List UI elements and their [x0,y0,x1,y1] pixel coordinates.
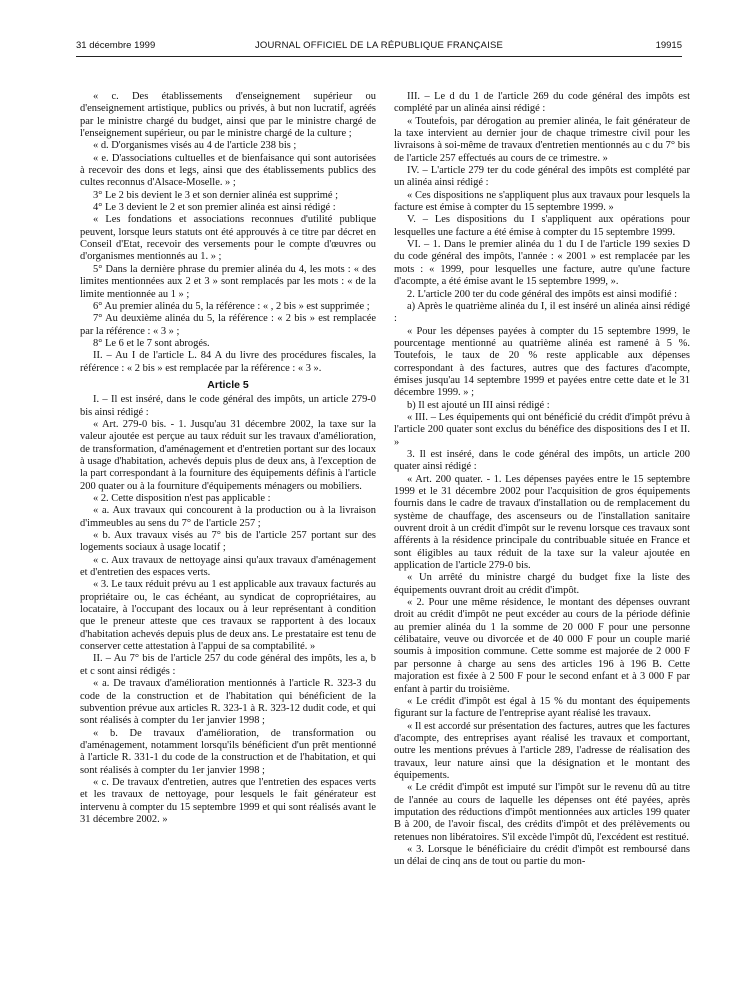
paragraph: 4° Le 3 devient le 2 et son premier alinéa est ainsi rédigé : [93,202,336,214]
paragraph: b) Il est ajouté un III ainsi rédigé : [407,399,550,411]
paragraph: VI. – 1. Dans le premier alinéa du 1 du I de l'article 199 sexies D du code général des impôts, l'année : « 2001 » est remplacée par les mots : « 1999, pour lesquelles une facture, autre qu'une facture d'acompte, a été émise avant le 15 septembre 1999, ». [394,239,690,288]
header-page-number: 19915 [655,40,682,51]
paragraph: « c. De travaux d'entretien, autres que l'entretien des espaces verts et les travaux de nettoyage, pour lesquels le fait générateur est intervenu à compter du 15 septembre 1999 et qui sont réalisés avant le 31 décembre 2002. » [80,776,376,825]
paragraph: 6° Au premier alinéa du 5, la référence : « , 2 bis » est supprimée ; [93,300,370,312]
paragraph: V. – Les dispositions du I s'appliquent aux opérations pour lesquelles une facture a été émise à compter du 15 septembre 1999. [394,214,690,238]
paragraph: a) Après le quatrième alinéa du I, il est inséré un alinéa ainsi rédigé : [394,300,690,325]
paragraph: « a. De travaux d'amélioration mentionnés à l'article R. 323-3 du code de la construction et de l'habitation qui bénéficient de la subvention prévue aux articles R. 323-1 à R. 323-12 dudit code, et qui sont réalisés à compter du 1er janvier 1998 ; [80,678,376,727]
paragraph: 3. Il est inséré, dans le code général des impôts, un article 200 quater ainsi rédigé : [394,448,690,473]
paragraph: 5° Dans la dernière phrase du premier alinéa du 4, les mots : « des limites mentionnées aux 2 et 3 » sont remplacés par les mots : « de la limite mentionnée au 1 » ; [80,263,376,300]
paragraph: 2. L'article 200 ter du code général des impôts est ainsi modifié : [407,288,677,300]
article-heading: Article 5 [207,378,249,391]
header-journal-title: JOURNAL OFFICIEL DE LA RÉPUBLIQUE FRANÇAISE [254,40,504,51]
paragraph: « 3. Lorsque le bénéficiaire du crédit d'impôt est remboursé dans un délai de cinq ans de tout ou partie du mon- [394,843,690,868]
paragraph: I. – Il est inséré, dans le code général des impôts, un article 279-0 bis ainsi rédigé : [80,394,376,418]
paragraph: 3° Le 2 bis devient le 3 et son dernier alinéa est supprimé ; [93,189,339,201]
paragraph: « b. De travaux d'amélioration, de transformation ou d'aménagement, notamment lorsqu'ils bénéficient d'un prêt mentionné à l'article R. 331-1 du code de la construction et de l'habitation, et qui sont réalisés à compter du 1er janvier 1998 ; [80,727,376,776]
paragraph: « d. D'organismes visés au 4 de l'article 238 bis ; [93,140,297,152]
paragraph: « c. Aux travaux de nettoyage ainsi qu'aux travaux d'aménagement et d'entretien des espaces verts. [80,554,376,579]
paragraph: 7° Au deuxième alinéa du 5, la référence : « 2 bis » est remplacée par la référence : « 3 » ; [80,313,376,337]
paragraph: « c. Des établissements d'enseignement supérieur ou d'enseignement artistique, publics ou privés, à but non lucratif, agréés par le ministre chargé du budget, ainsi que par le ministre chargé de l'enseignement supérieur, ou par le ministre chargé de la culture ; [80,91,376,140]
paragraph: II. – Au I de l'article L. 84 A du livre des procédures fiscales, la référence : « 2 bis » est remplacée par la référence : « 3 ». [80,350,376,374]
paragraph: « Il est accordé sur présentation des factures, autres que les factures d'acompte, des entreprises ayant réalisé les travaux et comportant, outre les mentions prévues à l'article 289, l'adresse de réalisation des travaux, leur nature ainsi que la désignation et le montant des équipements. [394,720,690,781]
paragraph: « b. Aux travaux visés au 7° bis de l'article 257 portant sur des logements sociaux à usage locatif ; [80,530,376,554]
paragraph: « Le crédit d'impôt est imputé sur l'impôt sur le revenu dû au titre de l'année au cours de laquelle les dépenses ont été payées, après imputation des réductions d'impôt mentionnées aux articles 199 quater B à 200, de l'avoir fiscal, des crédits d'impôt et des prélèvements ou retenues non libératoires. S'il excède l'impôt dû, l'excédent est restitué. [394,782,690,843]
paragraph: « III. – Les équipements qui ont bénéficié du crédit d'impôt prévu à l'article 200 quater sont exclus du bénéfice des dispositions des I et II. » [394,411,690,448]
paragraph: « 2. Cette disposition n'est pas applicable : [93,493,271,504]
header-rule [76,56,682,57]
paragraph: « Un arrêté du ministre chargé du budget fixe la liste des équipements ouvrant droit au crédit d'impôt. [394,572,690,596]
paragraph: « 2. Pour une même résidence, le montant des dépenses ouvrant droit au crédit d'impôt ne peut excéder au cours de la période définie au premier alinéa du 1 la somme de 20 000 F pour une personne célibataire, veuve ou divorcée et de 40 000 F pour un couple marié soumis à imposition commune. Cette somme est majorée de 2 000 F par personne à charge au sens des articles 196 à 196 B. Cette majoration est fixée à 2 500 F pour le second enfant et à 3 000 F par enfant à partir du troisième. [394,597,690,695]
paragraph: IV. – L'article 279 ter du code général des impôts est complété par un alinéa ainsi rédigé : [394,165,690,189]
paragraph: « Art. 200 quater. - 1. Les dépenses payées entre le 15 septembre 1999 et le 31 décembre 2002 pour l'acquisition de gros équipements fournis dans le cadre de travaux d'installation ou de remplacement du système de chauffage, des ascenseurs ou de l'installation sanitaire ouvrent droit à un crédit d'impôt sur le revenu lorsque ces travaux sont afférents à la résidence principale du contribuable située en France et sont éligibles au taux réduit de la taxe sur la valeur ajoutée en application de l'article 279-0 bis. [394,473,690,572]
page-header [76,40,682,54]
paragraph: « Le crédit d'impôt est égal à 15 % du montant des équipements figurant sur la facture de l'entreprise ayant réalisé les travaux. [394,695,690,720]
header-date: 31 décembre 1999 [76,40,156,51]
paragraph: « 3. Le taux réduit prévu au 1 est applicable aux travaux facturés au propriétaire ou, le cas échéant, au syndicat de copropriétaires, au locataire, à l'occupant des locaux ou à leur représentant à condition que le preneur atteste que ces travaux se rapportent à des locaux d'habitation achevés depuis plus de deux ans. Le prestataire est tenu de conserver cette attestation à l'appui de sa comptabilité. » [80,579,376,653]
paragraph: 8° Le 6 et le 7 sont abrogés. [93,337,210,349]
left-column [80,91,376,826]
paragraph: III. – Le d du 1 de l'article 269 du code général des impôts est complété par un alinéa ainsi rédigé : [394,91,690,115]
paragraph: « a. Aux travaux qui concourent à la production ou à la livraison d'immeubles au sens du 7° de l'article 257 ; [80,505,376,529]
right-column [394,91,690,869]
paragraph: « Ces dispositions ne s'appliquent plus aux travaux pour lesquels la facture est émise à compter du 15 septembre 1999. » [394,189,690,214]
paragraph: « Les fondations et associations reconnues d'utilité publique peuvent, lorsque leurs statuts ont été approuvés à ce titre par décret en Conseil d'Etat, recevoir des versements pour le compte d'œuvres ou d'organismes mentionnés au 1. » ; [80,214,376,263]
paragraph: « Toutefois, par dérogation au premier alinéa, le fait générateur de la taxe intervient au dernier jour de chaque trimestre civil pour les livraisons à soi-même de travaux d'entretien mentionnés au c du 7° bis de l'article 257 effectués au cours de ce trimestre. » [394,115,690,164]
paragraph: « e. D'associations cultuelles et de bienfaisance qui sont autorisées à recevoir des dons et legs, ainsi que des établissements publics des cultes reconnus d'Alsace-Moselle. » ; [80,152,376,189]
paragraph: II. – Au 7° bis de l'article 257 du code général des impôts, les a, b et c sont ainsi rédigés : [80,653,376,677]
paragraph: « Pour les dépenses payées à compter du 15 septembre 1999, le pourcentage mentionné au quatrième alinéa est ramené à 5 %. Toutefois, le taux de 20 % reste applicable aux dépenses correspondant à des factures, autres que des factures d'acompte, émises jusqu'au 14 septembre 1999 et payées entre cette date et le 31 décembre 1999. » ; [394,325,690,399]
paragraph: « Art. 279-0 bis. - 1. Jusqu'au 31 décembre 2002, la taxe sur la valeur ajoutée est perçue au taux réduit sur les travaux d'amélioration, de transformation, d'aménagement et d'entretien portant sur des locaux à usage d'habitation, achevés depuis plus de deux ans, à l'exception de la part correspondant à la fourniture des équipements définis à l'article 200 quater ou à la fourniture d'équipements ménagers ou mobiliers. [80,418,376,492]
